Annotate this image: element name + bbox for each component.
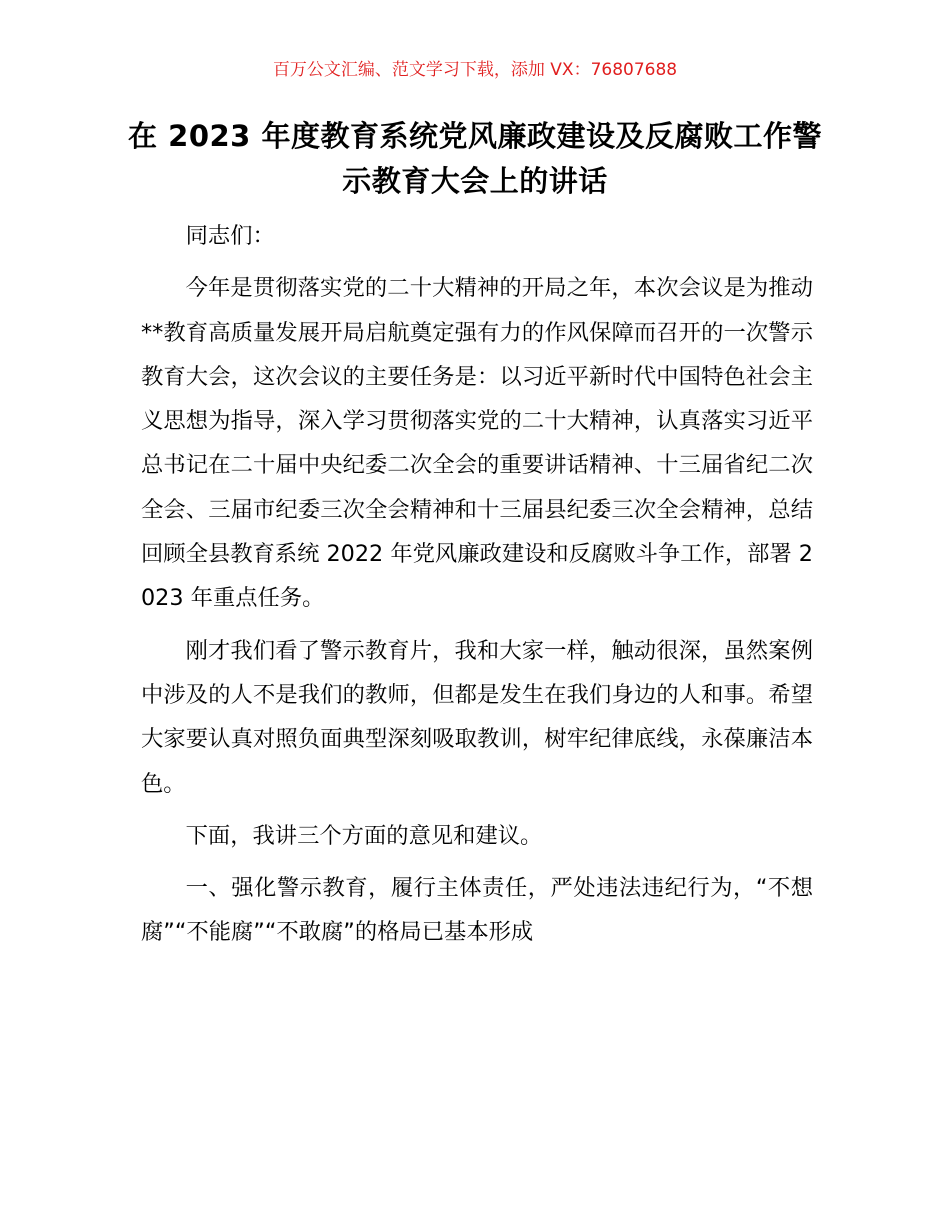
- watermark-header: 百万公文汇编、范文学习下载，添加 VX：76807688: [272, 60, 678, 80]
- document-title: 在 2023 年度教育系统党风廉政建设及反腐败工作警示教育大会上的讲话: [128, 119, 822, 198]
- section-heading-1: 一、强化警示教育，履行主体责任，严处违法违纪行为，“不想腐”“不能腐”“不敢腐”的格局已基本形成: [141, 875, 813, 946]
- paragraph-3: 下面，我讲三个方面的意见和建议。: [185, 822, 543, 849]
- document-body: [141, 214, 813, 963]
- paragraph-1: 今年是贯彻落实党的二十大精神的开局之年，本次会议是为推动**教育高质量发展开局启航奠定强有力的作风保障而召开的一次警示教育大会，这次会议的主要任务是：以习近平新时代中国特色社会主义思想为指导，深入学习贯彻落实党的二十大精神，认真落实习近平总书记在二十届中央纪委二次全会的重要讲话精神、十三届省纪二次全会、三届市纪委三次全会精神和十三届县纪委三次全会精神，总结回顾全县教育系统 2022 年党风廉政建设和反腐败斗争工作，部署 2023 年重点任务。: [141, 275, 813, 612]
- paragraph-2: 刚才我们看了警示教育片，我和大家一样，触动很深，虽然案例中涉及的人不是我们的教师，但都是发生在我们身边的人和事。希望大家要认真对照负面典型深刻吸取教训，树牢纪律底线，永葆廉洁本色。: [141, 637, 813, 797]
- salutation: 同志们：: [185, 223, 275, 249]
